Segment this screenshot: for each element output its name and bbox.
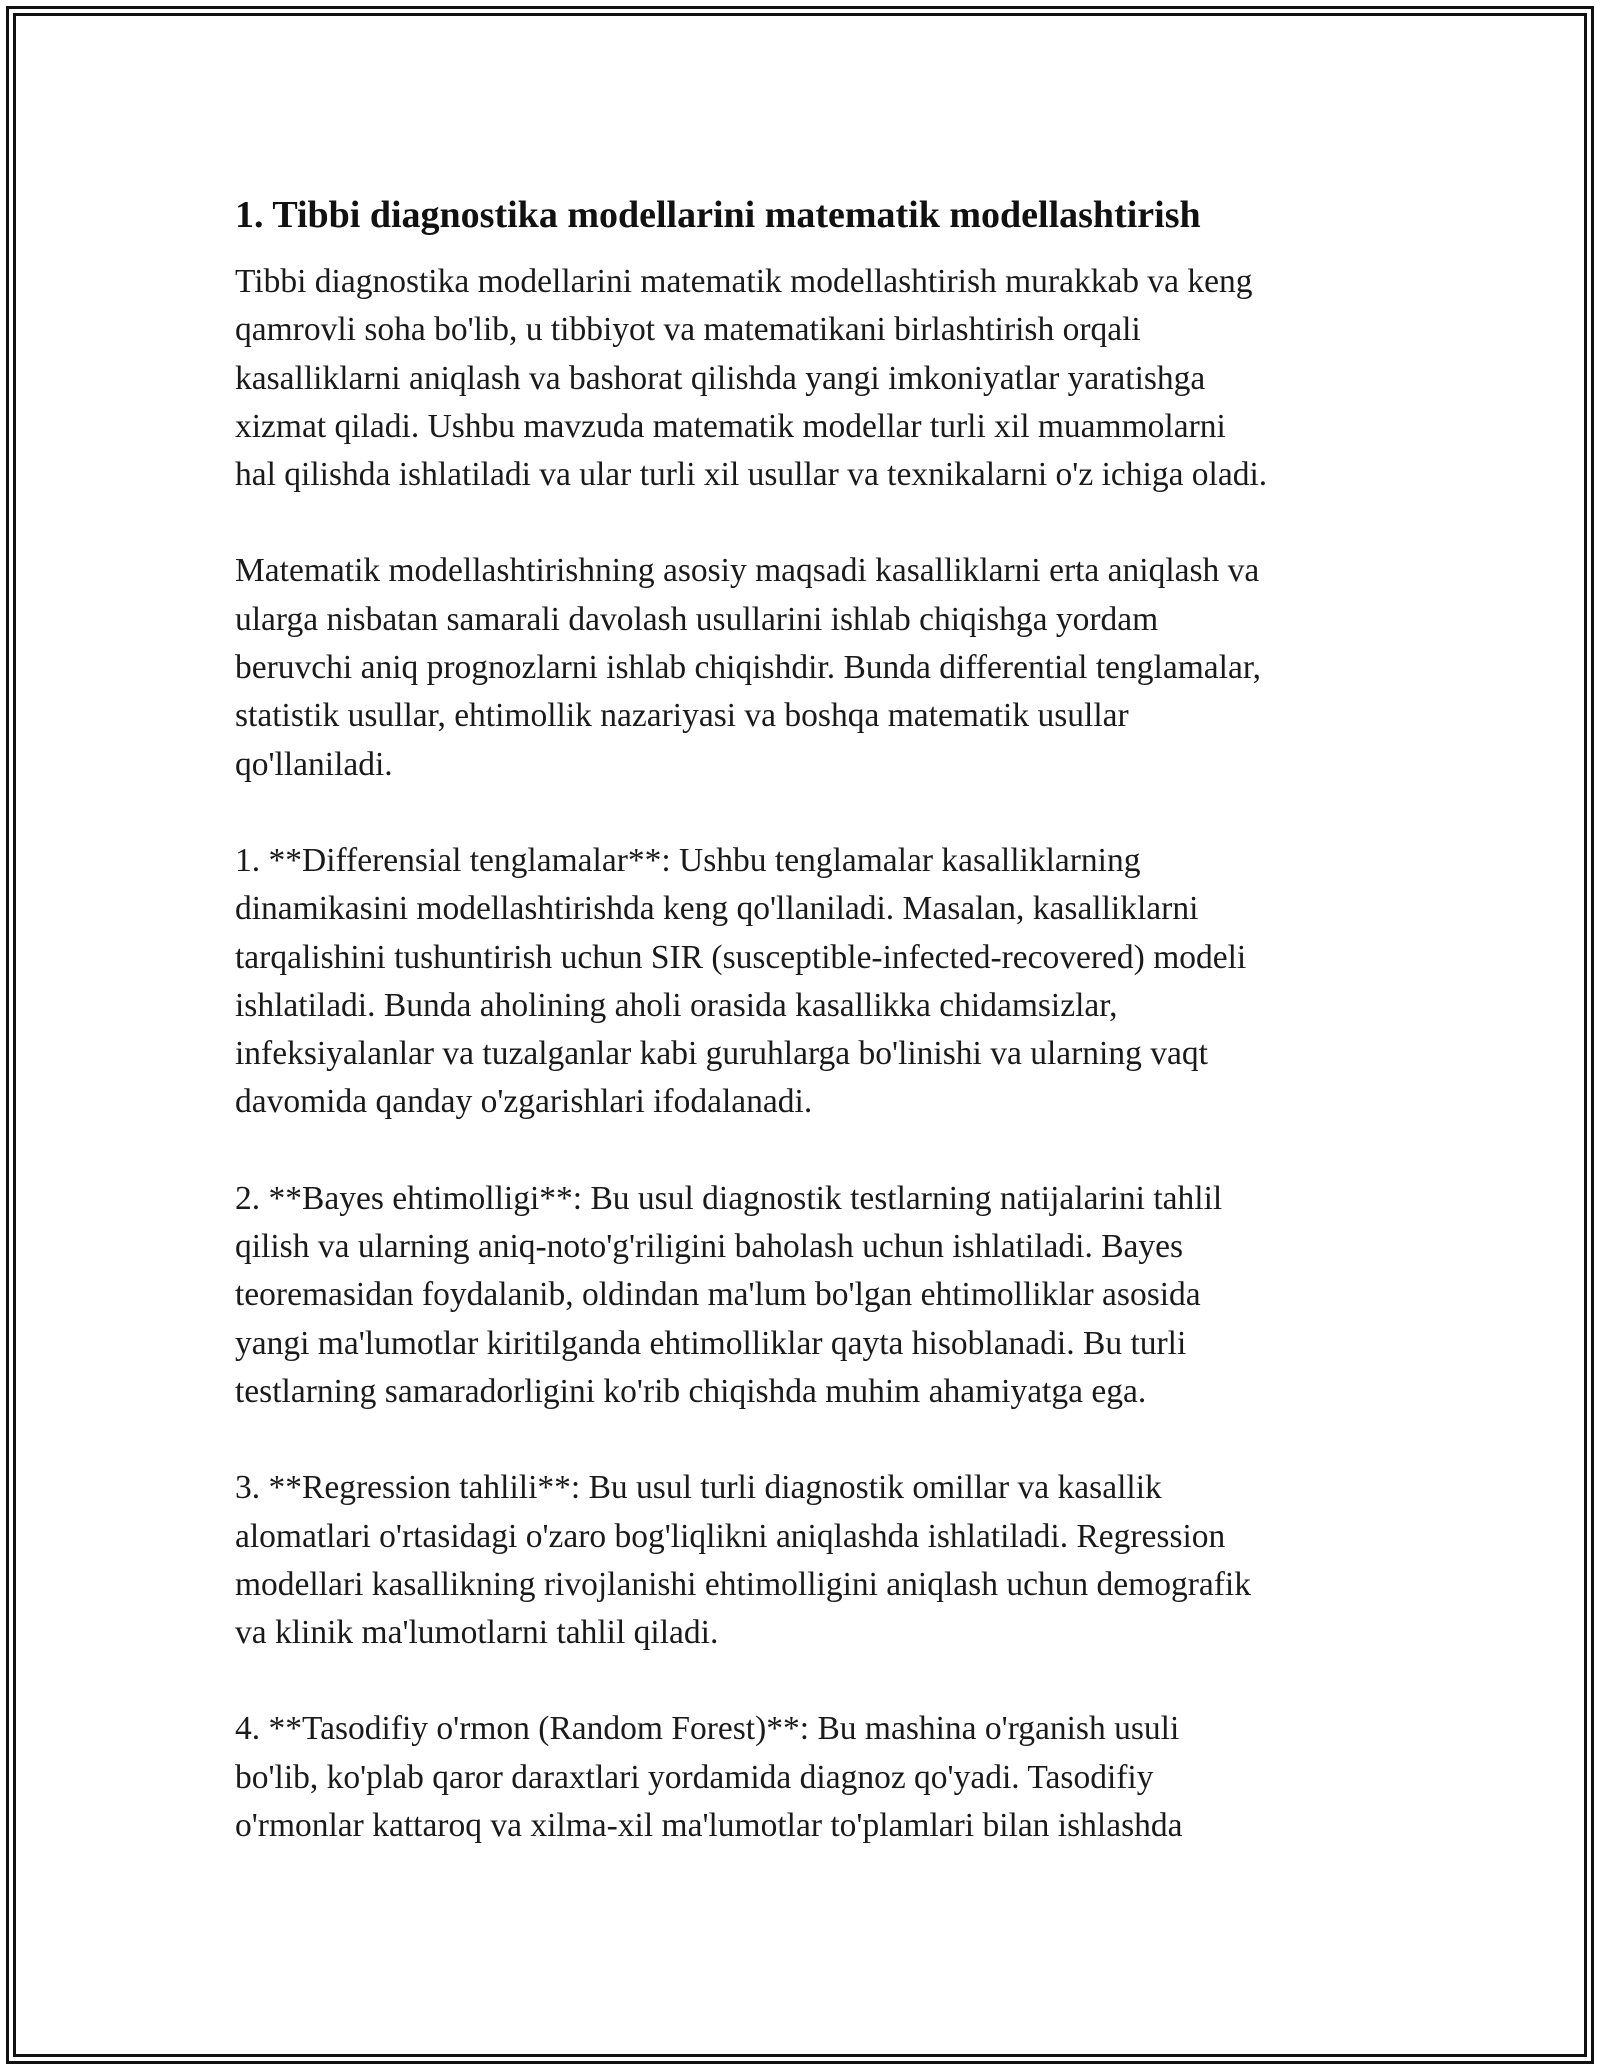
text-line: ishlatiladi. Bunda aholining aholi orasida kasallikka chidamsizlar, (235, 986, 1118, 1024)
text-line: statistik usullar, ehtimollik nazariyasi va boshqa matematik usullar (235, 697, 1129, 735)
text-line: kasalliklarni aniqlash va bashorat qilishda yangi imkoniyatlar yaratishga (235, 359, 1206, 397)
text-line: ularga nisbatan samarali davolash usullarini ishlab chiqishga yordam (235, 600, 1159, 638)
text-line: 3. **Regression tahlili**: Bu usul turli diagnostik omillar va kasallik (235, 1469, 1162, 1507)
text-line: Matematik modellashtirishning asosiy maqsadi kasalliklarni erta aniqlash va (235, 552, 1260, 590)
paragraph-differential-equations (235, 837, 1385, 1127)
document-body (235, 186, 1385, 1850)
text-line: beruvchi aniq prognozlarni ishlab chiqishdir. Bunda differential tenglamalar, (235, 649, 1262, 687)
text-line: qilish va ularning aniq-noto'g'riligini baholash uchun ishlatiladi. Bayes (235, 1228, 1184, 1266)
paragraph-bayes (235, 1175, 1385, 1416)
paragraph-purpose (235, 547, 1385, 788)
text-line: tarqalishini tushuntirish uchun SIR (susceptible-infected-recovered) modeli (235, 938, 1247, 976)
text-line: modellari kasallikning rivojlanishi ehtimolligini aniqlash uchun demografik (235, 1565, 1251, 1603)
text-line: yangi ma'lumotlar kiritilganda ehtimolliklar qayta hisoblanadi. Bu turli (235, 1324, 1187, 1362)
page-title: 1. Tibbi diagnostika modellarini matematik modellashtirish (235, 194, 1201, 236)
text-line: 2. **Bayes ehtimolligi**: Bu usul diagnostik testlarning natijalarini tahlil (235, 1179, 1223, 1217)
text-line: o'rmonlar kattaroq va xilma-xil ma'lumotlar to'plamlari bilan ishlashda (235, 1807, 1183, 1845)
text-line: testlarning samaradorligini ko'rib chiqishda muhim ahamiyatga ega. (235, 1372, 1147, 1410)
text-line: alomatlari o'rtasidagi o'zaro bog'liqlikni aniqlashda ishlatiladi. Regression (235, 1517, 1226, 1555)
text-line: dinamikasini modellashtirishda keng qo'llaniladi. Masalan, kasalliklarni (235, 890, 1199, 928)
text-line: 4. **Tasodifiy o'rmon (Random Forest)**: Bu mashina o'rganish usuli (235, 1710, 1180, 1748)
text-line: 1. **Differensial tenglamalar**: Ushbu tenglamalar kasalliklarning (235, 841, 1141, 879)
text-line: va klinik ma'lumotlarni tahlil qiladi. (235, 1614, 719, 1652)
text-line: infeksiyalanlar va tuzalganlar kabi guruhlarga bo'linishi va ularning vaqt (235, 1035, 1208, 1073)
paragraph-intro (235, 258, 1385, 499)
text-line: qo'llaniladi. (235, 745, 393, 783)
text-line: xizmat qiladi. Ushbu mavzuda matematik modellar turli xil muammolarni (235, 407, 1226, 445)
text-line: hal qilishda ishlatiladi va ular turli xil usullar va texnikalarni o'z ichiga oladi. (235, 456, 1268, 494)
text-line: Tibbi diagnostika modellarini matematik modellashtirish murakkab va keng (235, 263, 1253, 300)
text-line: teoremasidan foydalanib, oldindan ma'lum bo'lgan ehtimolliklar asosida (235, 1276, 1201, 1314)
paragraph-regression (235, 1464, 1385, 1657)
text-line: bo'lib, ko'plab qaror daraxtlari yordamida diagnoz qo'yadi. Tasodifiy (235, 1758, 1154, 1796)
paragraph-random-forest (235, 1705, 1385, 1850)
text-line: qamrovli soha bo'lib, u tibbiyot va matematikani birlashtirish orqali (235, 311, 1141, 349)
text-line: davomida qanday o'zgarishlari ifodalanadi. (235, 1083, 813, 1121)
